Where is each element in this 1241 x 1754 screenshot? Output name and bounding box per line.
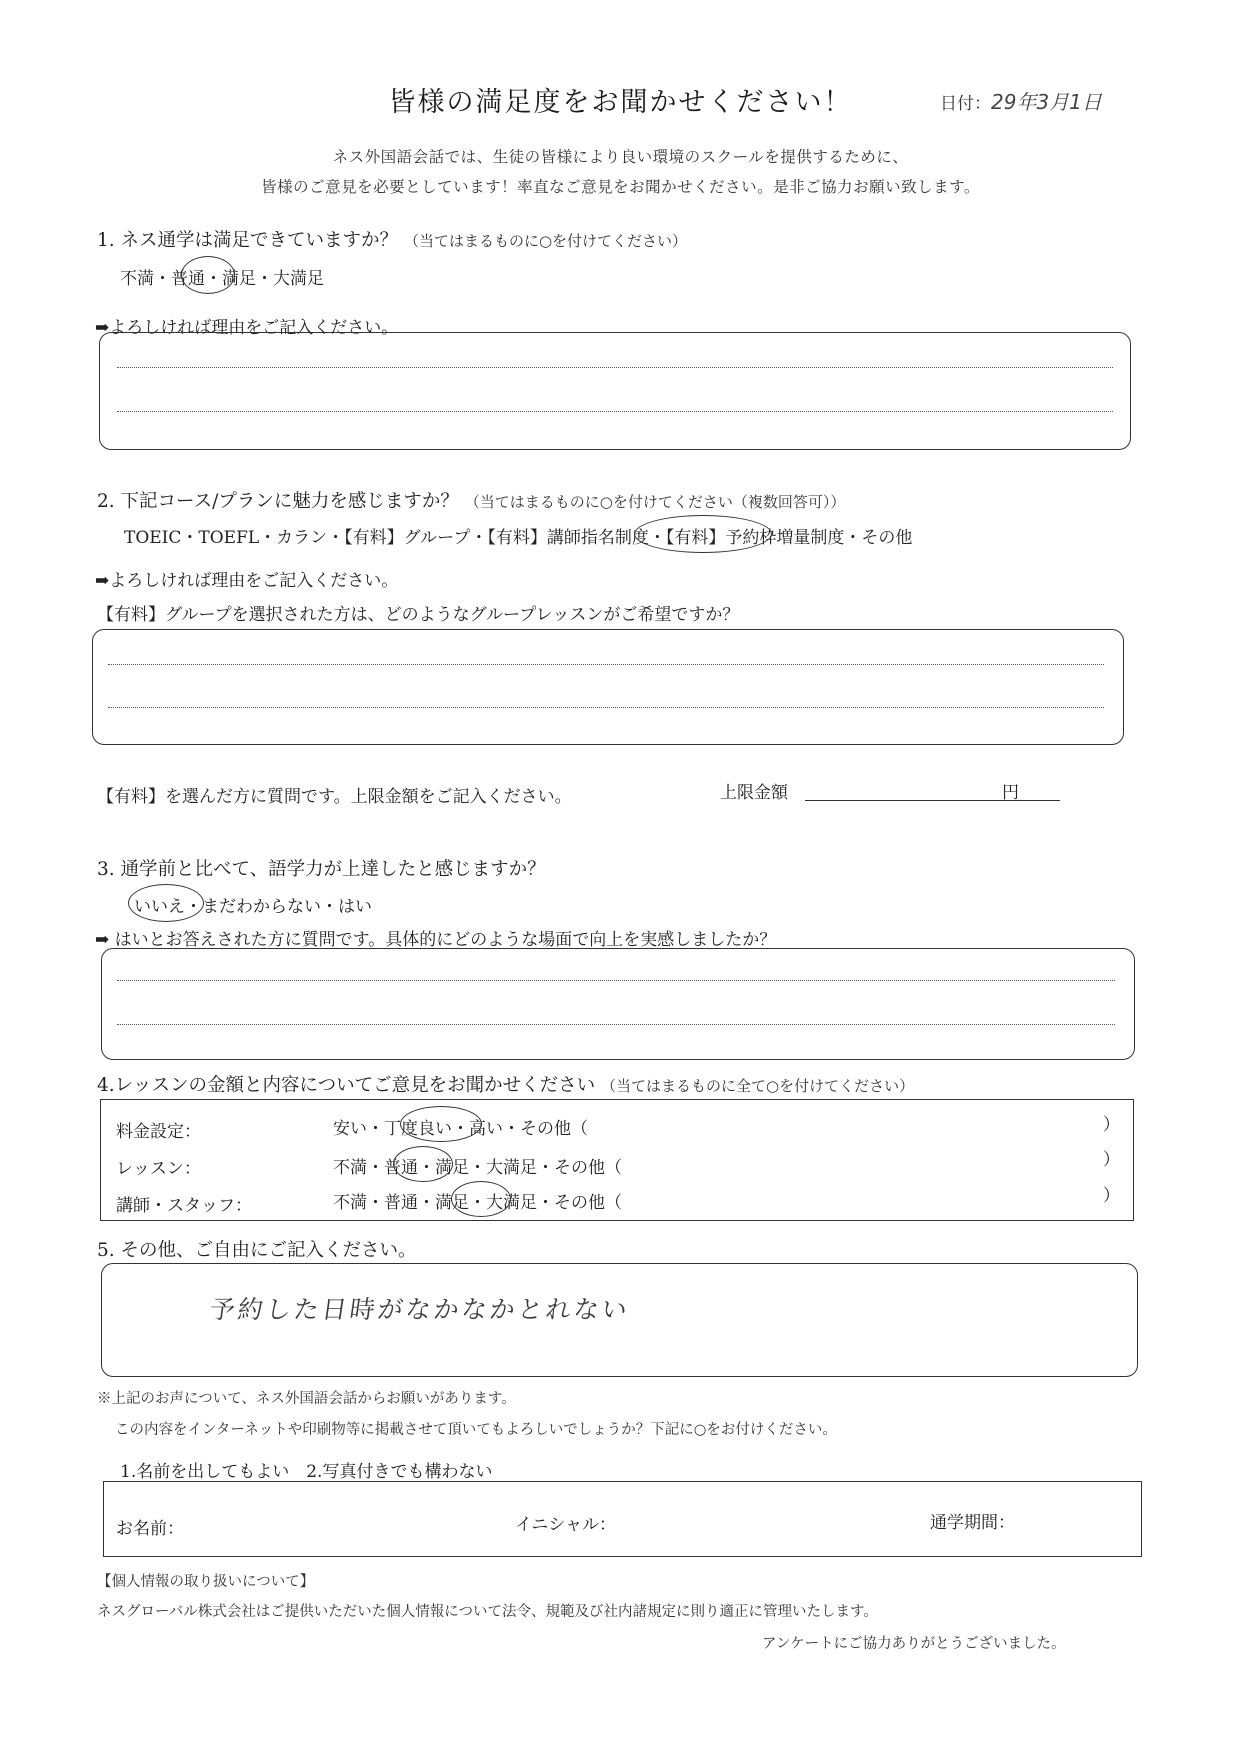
q2-limit-label: 上限金額 [720,783,788,803]
q2-note: （当てはまるものに○を付けてください（複数回答可）） [464,493,846,511]
q1-selected-circle [181,256,235,294]
consent-name-label[interactable]: お名前： [116,1519,184,1539]
q2-reason-prompt: ➡よろしければ理由をご記入ください。 [95,571,399,591]
q4-title: 4.レッスンの金額と内容についてご意見をお聞かせください [97,1075,596,1096]
consent-options: 1.名前を出してもよい 2.写真付きでも構わない [120,1462,493,1482]
q2-group-line-1 [108,664,1104,665]
date-value: 29年3月1日 [991,90,1102,114]
q2-limit-unit: 円 [1002,783,1019,803]
date-field [940,86,1102,115]
privacy-heading: 【個人情報の取り扱いについて】 [97,1574,315,1590]
privacy-text: ネスグローバル株式会社はご提供いただいた個人情報について法令、規範及び社内諸規定に則り適正に管理いたします。 [97,1604,878,1620]
q2-group-line-2 [108,707,1104,708]
q1-options: 不満・普通・満足・大満足 [120,269,324,289]
consent-line-1: ※上記のお声について、ネス外国語会話からお願いがあります。 [97,1391,516,1407]
q3-followup: ➡ はいとお答えされた方に質問です。具体的にどのような場面で向上を実感しましたか？ [95,930,777,950]
q3-selected-circle [128,884,204,922]
q1-title: 1. ネス通学は満足できていますか？ [97,230,399,251]
intro-line-1: ネス外国語会話では、生徒の皆様により良い環境のスクールを提供するために、 [332,148,909,166]
q4-row-1-label: 料金設定： [116,1122,201,1142]
q2-limit-input[interactable] [805,800,1060,801]
q2-group-box[interactable] [92,629,1124,745]
page-title: 皆様の満足度をお聞かせください！ [388,87,853,118]
q2-limit-question: 【有料】を選んだ方に質問です。上限金額をご記入ください。 [97,787,572,807]
q3-options: いいえ・まだわからない・はい [134,897,372,917]
consent-initial-label[interactable]: イニシャル： [515,1515,616,1535]
q4-note: （当てはまるものに全て○を付けてください） [601,1077,915,1095]
q4-row-3-label: 講師・スタッフ： [116,1196,252,1216]
q4-row-2-close: ） [1103,1150,1120,1170]
q1-reason-box[interactable] [99,332,1131,450]
q2-title: 2. 下記コース/プランに魅力を感じますか？ [97,491,459,512]
q4-row-2-selected-circle [393,1146,453,1182]
q4-row-1-selected-circle [400,1106,482,1142]
q2-group-question: 【有料】グループを選択された方は、どのようなグループレッスンがご希望ですか？ [97,605,740,625]
q2-selected-circle [634,515,772,553]
intro-line-2: 皆様のご意見を必要としています！率直なご意見をお聞かせください。是非ご協力お願い致します。 [261,178,980,196]
q3-answer-box[interactable] [101,948,1135,1060]
q1-note: （当てはまるものに○を付けてください） [403,232,688,250]
q4-row-2-options: 不満・普通・満足・大満足・その他（ [333,1158,622,1178]
q2-heading [97,487,845,513]
thanks-text: アンケートにご協力ありがとうございました。 [762,1636,1066,1652]
q4-row-3-options: 不満・普通・満足・大満足・その他（ [333,1193,622,1213]
q4-row-3-close: ） [1103,1186,1120,1206]
q3-answer-line-2 [117,1024,1115,1025]
q1-reason-line-1 [117,367,1113,368]
q3-answer-line-1 [117,980,1115,981]
q5-title: 5. その他、ご自由にご記入ください。 [97,1240,417,1261]
q3-title: 3. 通学前と比べて、語学力が上達したと感じますか？ [97,859,546,880]
q4-row-3-selected-circle [451,1181,511,1217]
consent-line-2: この内容をインターネットや印刷物等に掲載させて頂いてもよろしいでしょうか？下記に○をお付けください。 [115,1422,837,1438]
q4-row-1-options: 安い・丁度良い・高い・その他（ [333,1119,588,1139]
q4-row-2-label: レッスン： [116,1159,201,1179]
q4-heading [97,1071,914,1097]
q1-reason-prompt: ➡よろしければ理由をご記入ください。 [95,318,399,338]
q1-reason-line-2 [117,411,1113,412]
q5-handwritten-answer: 予約した日時がなかなかとれない [207,1295,632,1324]
q2-options: TOEIC・TOEFL・カラン・【有料】グループ・【有料】講師指名制度・【有料】予約枠増量制度・その他 [124,528,913,548]
q4-row-1-close: ） [1103,1115,1120,1135]
consent-period-label[interactable]: 通学期間： [930,1513,1015,1533]
q1-heading [97,226,687,252]
date-label: 日付： [940,94,991,114]
